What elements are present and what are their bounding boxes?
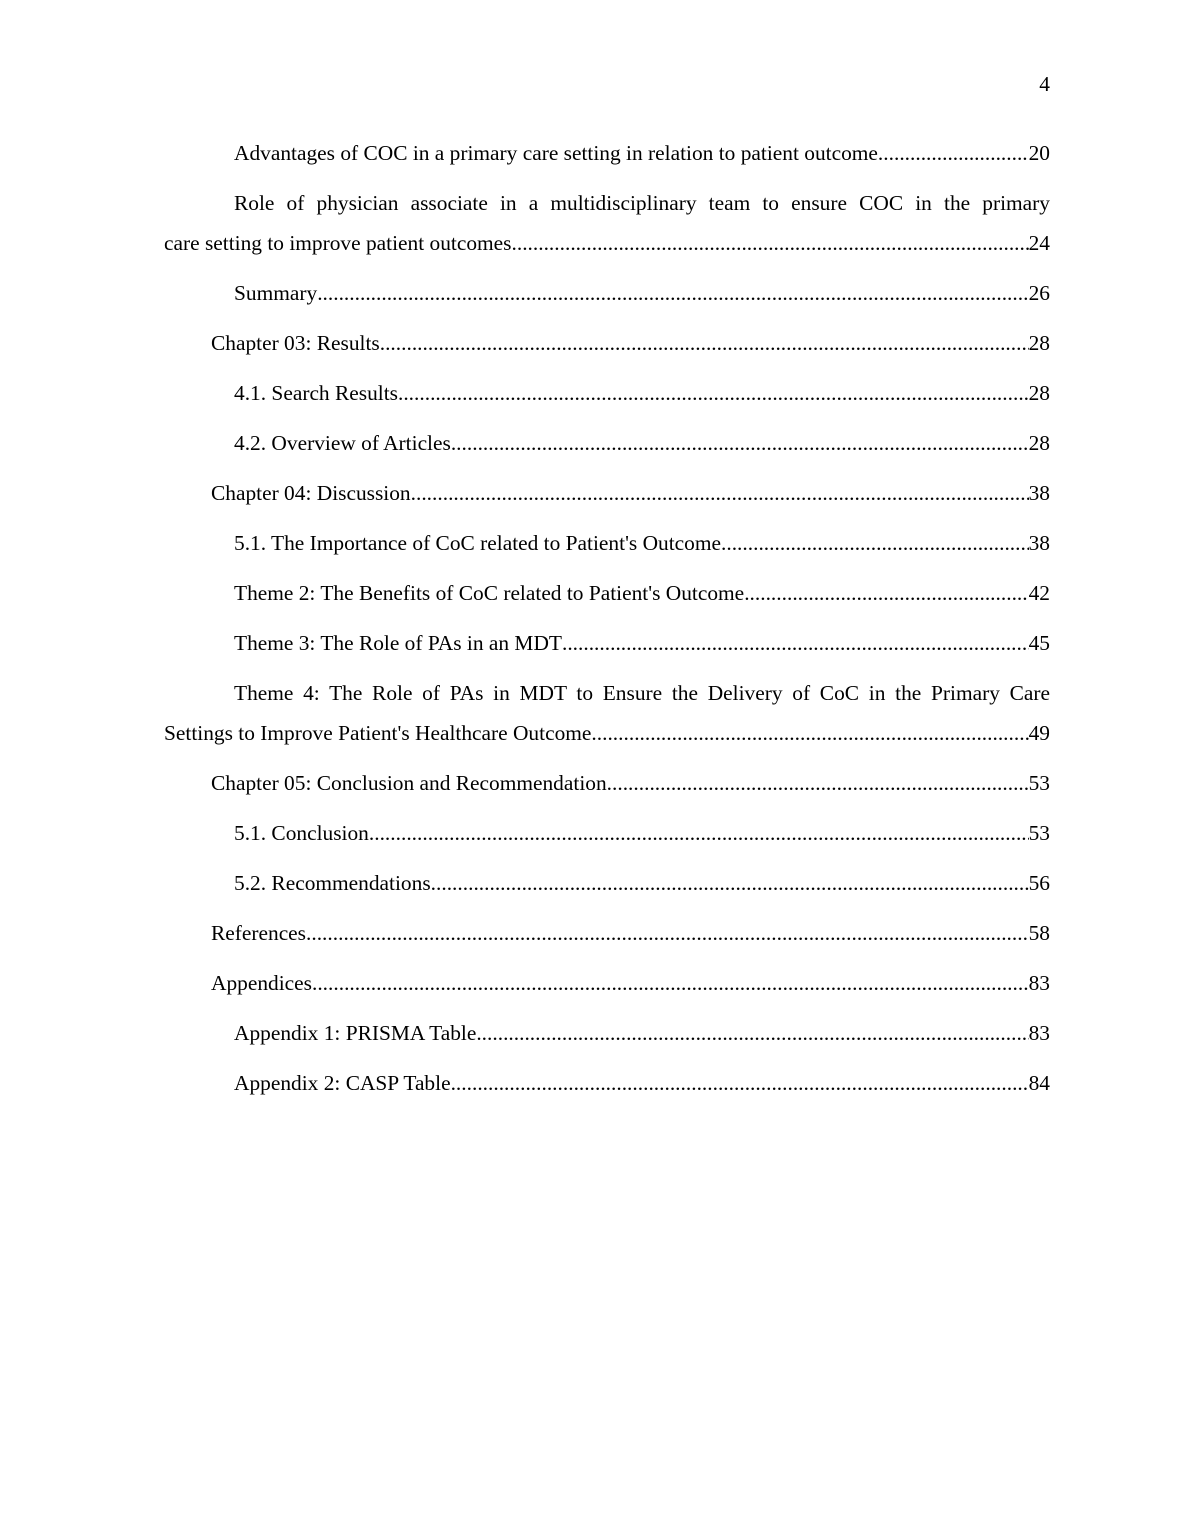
toc-entry-page: 84 bbox=[1028, 1071, 1050, 1095]
toc-entry-page: 53 bbox=[1028, 821, 1050, 845]
toc-entry-chapter-04[interactable] bbox=[164, 478, 1050, 528]
toc-entry-role-physician-associate[interactable] bbox=[164, 188, 1050, 278]
dot-leader bbox=[607, 768, 1029, 798]
dot-leader bbox=[431, 868, 1029, 898]
toc-entry-title: Theme 2: The Benefits of CoC related to Patient's Outcome bbox=[234, 581, 745, 605]
toc-entry-title-line1: Role of physician associate in a multidisciplinary team to ensure COC in the primary bbox=[234, 191, 1050, 215]
table-of-contents bbox=[164, 138, 1050, 1118]
toc-entry-title: Chapter 05: Conclusion and Recommendation bbox=[211, 771, 607, 795]
dot-leader bbox=[380, 328, 1029, 358]
dot-leader bbox=[451, 1068, 1029, 1098]
dot-leader bbox=[398, 378, 1029, 408]
toc-entry-advantages-coc[interactable] bbox=[164, 138, 1050, 188]
toc-entry-chapter-03[interactable] bbox=[164, 328, 1050, 378]
toc-entry-title: 5.1. The Importance of CoC related to Patient's Outcome bbox=[234, 531, 722, 555]
toc-entry-title: 4.1. Search Results bbox=[234, 381, 398, 405]
toc-entry-page: 83 bbox=[1028, 1021, 1050, 1045]
toc-entry-title: 4.2. Overview of Articles bbox=[234, 431, 451, 455]
toc-entry-page: 49 bbox=[1028, 721, 1050, 745]
toc-entry-overview-articles[interactable] bbox=[164, 428, 1050, 478]
toc-entry-title: Chapter 04: Discussion bbox=[211, 481, 411, 505]
toc-entry-page: 24 bbox=[1028, 231, 1050, 255]
page-number: 4 bbox=[1039, 72, 1050, 96]
toc-entry-page: 56 bbox=[1028, 871, 1050, 895]
toc-entry-title: Advantages of COC in a primary care setting in relation to patient outcome bbox=[234, 141, 878, 165]
toc-entry-title: Summary bbox=[234, 281, 318, 305]
dot-leader bbox=[306, 918, 1029, 948]
toc-entry-page: 42 bbox=[1028, 581, 1050, 605]
toc-entry-recommendations[interactable] bbox=[164, 868, 1050, 918]
toc-entry-page: 28 bbox=[1028, 331, 1050, 355]
toc-entry-title-line1: Theme 4: The Role of PAs in MDT to Ensure the Delivery of CoC in the Primary Care bbox=[234, 681, 1050, 705]
toc-entry-title: 5.1. Conclusion bbox=[234, 821, 369, 845]
toc-entry-search-results[interactable] bbox=[164, 378, 1050, 428]
toc-entry-references[interactable] bbox=[164, 918, 1050, 968]
toc-entry-conclusion[interactable] bbox=[164, 818, 1050, 868]
dot-leader bbox=[411, 478, 1029, 508]
toc-entry-page: 28 bbox=[1028, 431, 1050, 455]
dot-leader bbox=[476, 1018, 1028, 1048]
toc-entry-page: 26 bbox=[1028, 281, 1050, 305]
toc-entry-importance-coc[interactable] bbox=[164, 528, 1050, 578]
toc-entry-page: 38 bbox=[1028, 531, 1050, 555]
toc-entry-theme-3[interactable] bbox=[164, 628, 1050, 678]
toc-entry-title-line2: Settings to Improve Patient's Healthcare Outcome bbox=[164, 721, 592, 745]
toc-entry-summary[interactable] bbox=[164, 278, 1050, 328]
toc-entry-page: 38 bbox=[1028, 481, 1050, 505]
toc-entry-page: 53 bbox=[1028, 771, 1050, 795]
toc-entry-chapter-05[interactable] bbox=[164, 768, 1050, 818]
dot-leader bbox=[451, 428, 1029, 458]
dot-leader bbox=[512, 228, 1029, 258]
toc-entry-theme-4[interactable] bbox=[164, 678, 1050, 768]
toc-entry-page: 45 bbox=[1028, 631, 1050, 655]
dot-leader bbox=[317, 278, 1028, 308]
toc-entry-page: 20 bbox=[1028, 141, 1050, 165]
toc-entry-title-line2: care setting to improve patient outcomes bbox=[164, 231, 512, 255]
dot-leader bbox=[721, 528, 1029, 558]
dot-leader bbox=[562, 628, 1029, 658]
dot-leader bbox=[878, 138, 1029, 168]
dot-leader bbox=[744, 578, 1028, 608]
toc-entry-title: Theme 3: The Role of PAs in an MDT bbox=[234, 631, 562, 655]
toc-entry-title: References bbox=[211, 921, 307, 945]
toc-entry-page: 58 bbox=[1028, 921, 1050, 945]
toc-entry-appendix-1[interactable] bbox=[164, 1018, 1050, 1068]
toc-entry-title: 5.2. Recommendations bbox=[234, 871, 431, 895]
toc-entry-title: Appendix 2: CASP Table bbox=[234, 1071, 451, 1095]
toc-entry-title: Appendix 1: PRISMA Table bbox=[234, 1021, 477, 1045]
toc-entry-page: 83 bbox=[1028, 971, 1050, 995]
toc-entry-appendix-2[interactable] bbox=[164, 1068, 1050, 1118]
toc-entry-title: Chapter 03: Results bbox=[211, 331, 380, 355]
dot-leader bbox=[591, 718, 1028, 748]
dot-leader bbox=[312, 968, 1029, 998]
dot-leader bbox=[369, 818, 1029, 848]
toc-entry-title: Appendices bbox=[211, 971, 312, 995]
toc-entry-page: 28 bbox=[1028, 381, 1050, 405]
toc-entry-theme-2[interactable] bbox=[164, 578, 1050, 628]
toc-entry-appendices[interactable] bbox=[164, 968, 1050, 1018]
